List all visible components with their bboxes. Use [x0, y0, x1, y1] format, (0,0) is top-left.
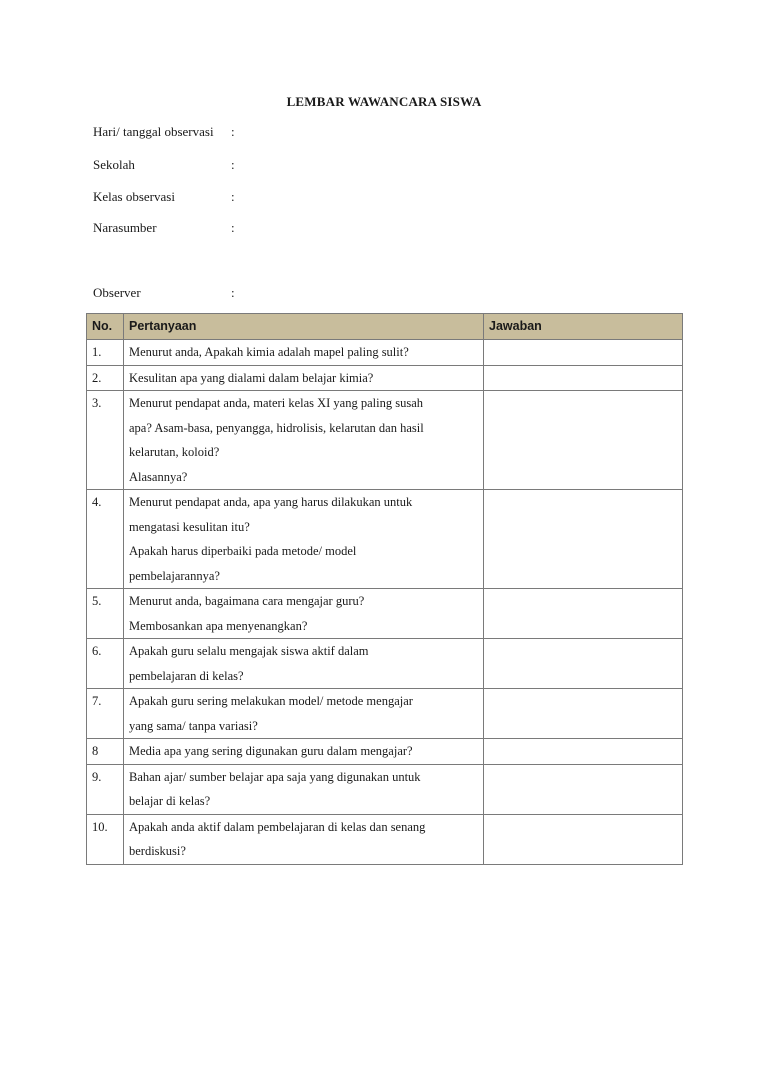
field-narasumber [93, 220, 235, 236]
question-line: Apakah harus diperbaiki pada metode/ model [129, 544, 357, 558]
field-colon: : [231, 285, 235, 300]
question-line: pembelajarannya? [129, 568, 220, 583]
table-row [87, 490, 683, 589]
row-question [124, 589, 484, 639]
table-row [87, 589, 683, 639]
table-row [87, 764, 683, 814]
answer-cell[interactable] [484, 814, 683, 864]
question-line: Media apa yang sering digunakan guru dalam mengajar? [129, 744, 413, 758]
row-number: 10. [87, 814, 124, 864]
field-label: Hari/ tanggal observasi [93, 124, 214, 139]
row-number: 3. [87, 391, 124, 490]
answer-cell[interactable] [484, 589, 683, 639]
field-colon: : [231, 157, 235, 172]
table-row [87, 814, 683, 864]
table-row [87, 340, 683, 366]
row-question [124, 814, 484, 864]
answer-cell[interactable] [484, 639, 683, 689]
question-line: Bahan ajar/ sumber belajar apa saja yang digunakan untuk [129, 769, 421, 784]
row-question [124, 391, 484, 490]
field-sekolah [93, 157, 235, 173]
field-label: Narasumber [93, 220, 157, 235]
document-title: LEMBAR WAWANCARA SISWA [286, 94, 482, 109]
row-number: 9. [87, 764, 124, 814]
header-pertanyaan: Pertanyaan [124, 314, 484, 340]
row-question [124, 340, 484, 366]
row-number: 7. [87, 689, 124, 739]
question-line: Kesulitan apa yang dialami dalam belajar kimia? [129, 370, 374, 385]
question-line: berdiskusi? [129, 844, 186, 858]
question-line: Membosankan apa menyenangkan? [129, 618, 308, 633]
table-row [87, 365, 683, 391]
row-question [124, 689, 484, 739]
row-number: 2. [87, 365, 124, 391]
field-hari-tanggal [93, 124, 235, 140]
question-line: Apakah anda aktif dalam pembelajaran di kelas dan senang [129, 819, 426, 834]
answer-cell[interactable] [484, 764, 683, 814]
row-number: 8 [87, 739, 124, 765]
row-number: 1. [87, 340, 124, 366]
answer-cell[interactable] [484, 490, 683, 589]
row-question [124, 739, 484, 765]
field-observer [93, 285, 235, 301]
interview-table [86, 313, 683, 865]
header-jawaban: Jawaban [484, 314, 683, 340]
row-number: 6. [87, 639, 124, 689]
answer-cell[interactable] [484, 391, 683, 490]
answer-cell[interactable] [484, 739, 683, 765]
question-line: belajar di kelas? [129, 794, 211, 808]
field-colon: : [231, 220, 235, 235]
question-line: Menurut pendapat anda, apa yang harus dilakukan untuk [129, 495, 413, 509]
field-label: Kelas observasi [93, 189, 175, 204]
row-question [124, 365, 484, 391]
question-line: Menurut anda, bagaimana cara mengajar guru? [129, 594, 365, 608]
row-number: 4. [87, 490, 124, 589]
header-no: No. [87, 314, 124, 340]
question-line: kelarutan, koloid? [129, 445, 220, 459]
table-row [87, 639, 683, 689]
field-colon: : [231, 189, 235, 204]
answer-cell[interactable] [484, 365, 683, 391]
table-header-row [87, 314, 683, 340]
question-line: Apakah guru sering melakukan model/ metode mengajar [129, 694, 413, 708]
field-kelas-observasi [93, 189, 235, 205]
question-line: Alasannya? [129, 469, 188, 484]
question-line: apa? Asam-basa, penyangga, hidrolisis, kelarutan dan hasil [129, 420, 424, 435]
row-question [124, 764, 484, 814]
question-line: pembelajaran di kelas? [129, 668, 244, 683]
field-label: Sekolah [93, 157, 135, 172]
question-line: mengatasi kesulitan itu? [129, 519, 250, 534]
field-colon: : [231, 124, 235, 139]
question-line: Menurut anda, Apakah kimia adalah mapel paling sulit? [129, 345, 409, 359]
question-line: Apakah guru selalu mengajak siswa aktif dalam [129, 644, 369, 658]
field-label: Observer [93, 285, 141, 300]
question-line: yang sama/ tanpa variasi? [129, 718, 258, 733]
row-number: 5. [87, 589, 124, 639]
table-row [87, 391, 683, 490]
question-line: Menurut pendapat anda, materi kelas XI yang paling susah [129, 396, 424, 410]
row-question [124, 639, 484, 689]
table-row [87, 739, 683, 765]
table-row [87, 689, 683, 739]
answer-cell[interactable] [484, 340, 683, 366]
row-question [124, 490, 484, 589]
answer-cell[interactable] [484, 689, 683, 739]
